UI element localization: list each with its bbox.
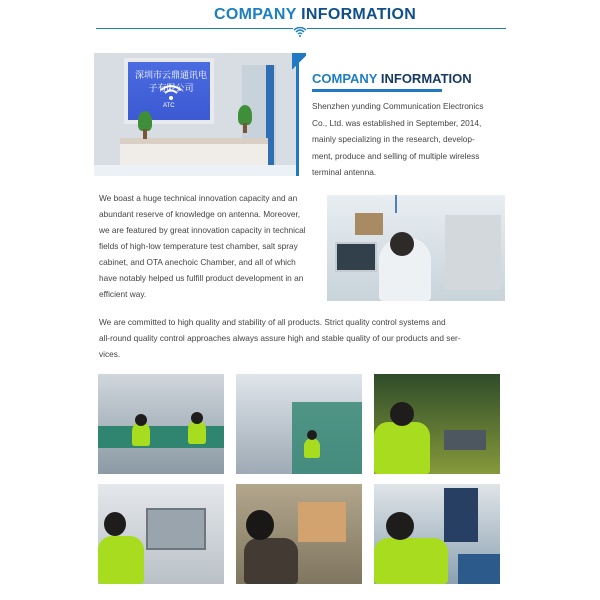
company-sign-text: 深圳市云鼎通讯电子有限公司 (134, 71, 207, 94)
factory-photo-2 (236, 374, 362, 474)
section-title-part2: INFORMATION (380, 71, 472, 86)
innovation-paragraph (99, 190, 321, 302)
quality-line: all-round quality control approaches always assure high and stable quality of our products and ser- (99, 333, 461, 343)
intro-line: Shenzhen yunding Communication Electronics (312, 101, 484, 111)
innovation-line: have notably helped us fulfill product development in an (99, 273, 304, 283)
lab-photo (327, 195, 505, 301)
section-title (312, 71, 472, 86)
section-title-part1: COMPANY (312, 71, 378, 86)
photo-frame-corner (292, 53, 306, 73)
page-title (214, 6, 416, 24)
page-title-part1: COMPANY (214, 6, 297, 23)
innovation-line: abundant reserve of knowledge on antenna. Moreover, (99, 209, 301, 219)
sign-logo-text: ATC (163, 103, 175, 109)
factory-photo-5 (236, 484, 362, 584)
factory-photo-1 (98, 374, 224, 474)
intro-line: mainly specializing in the research, develop- (312, 134, 475, 144)
innovation-line: fields of high-low temperature test chamber, salt spray (99, 241, 298, 251)
intro-line: ment, produce and selling of multiple wireless (312, 150, 480, 161)
innovation-line: We boast a huge technical innovation capacity and an (99, 193, 298, 203)
page-header (0, 0, 600, 40)
innovation-line: we are featured by great innovation capacity in technical (99, 225, 306, 235)
lab-pole (395, 195, 397, 213)
lab-monitor (335, 242, 377, 272)
innovation-line: cabinet, and OTA anechoic Chamber, and all of which (99, 257, 296, 267)
wifi-icon (293, 24, 307, 34)
intro-line: Co., Ltd. was established in September, 2014, (312, 117, 482, 128)
lab-box (355, 213, 383, 235)
factory-photo-4 (98, 484, 224, 584)
factory-photo-6 (374, 484, 500, 584)
quality-line: We are committed to high quality and stability of all products. Strict quality control systems and (99, 317, 446, 327)
quality-paragraph (99, 314, 503, 362)
lab-engineer-head (390, 232, 414, 256)
lab-equipment-rack (445, 215, 501, 290)
intro-paragraph (312, 98, 512, 181)
section-title-rule (312, 89, 442, 92)
photo-frame-accent (94, 53, 299, 176)
page-title-part2: INFORMATION (301, 6, 417, 23)
quality-line: vices. (99, 349, 121, 359)
factory-photo-3 (374, 374, 500, 474)
innovation-line: efficient way. (99, 289, 147, 299)
intro-line: terminal antenna. (312, 167, 377, 177)
